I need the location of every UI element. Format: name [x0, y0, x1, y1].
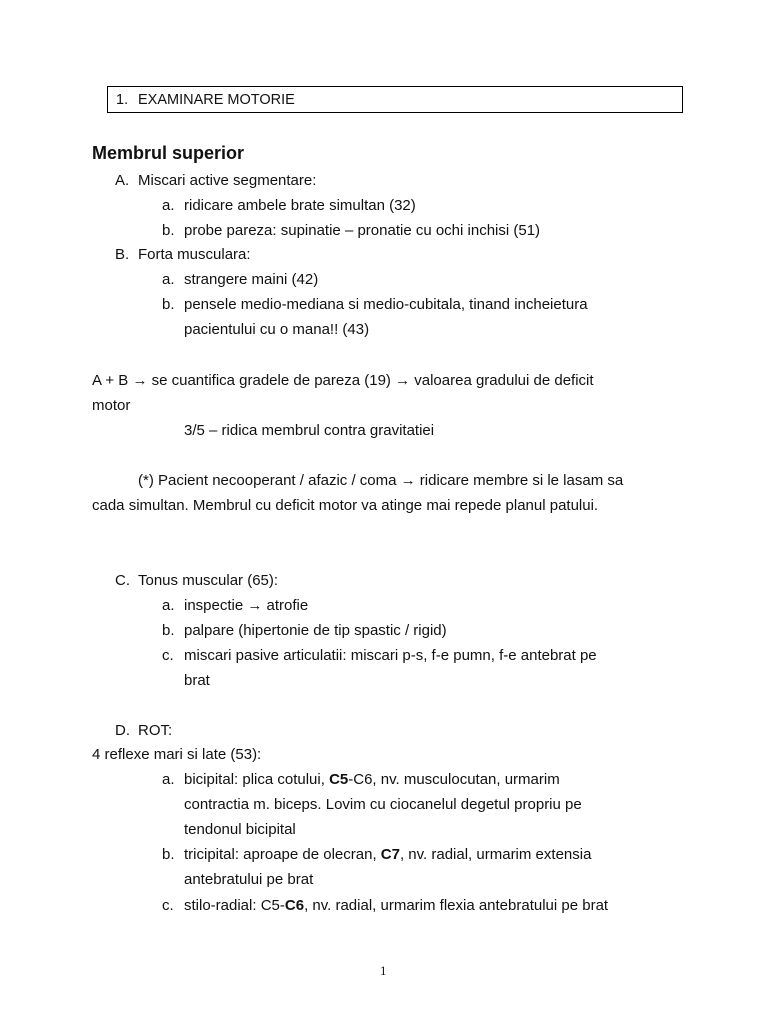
list-text: strangere maini (42) [184, 271, 319, 288]
list-text: , nv. radial, urmarim flexia antebratului pe brat [304, 897, 609, 914]
list-marker: b. [162, 296, 175, 313]
list-text-continuation: brat [184, 672, 210, 689]
list-marker: b. [162, 222, 175, 239]
list-text: miscari pasive articulatii: miscari p-s, f-e pumn, f-e antebrat pe [184, 647, 597, 664]
spinal-level: C6 [284, 897, 305, 914]
heading-number: 1. [116, 92, 129, 108]
list-marker: a. [162, 271, 175, 288]
list-text-continuation: antebratului pe brat [184, 871, 314, 888]
note-paragraph-continuation: cada simultan. Membrul cu deficit motor va atinge mai repede planul patului. [92, 497, 599, 514]
list-marker: a. [162, 197, 175, 214]
list-item-c [115, 572, 278, 589]
list-marker: c. [162, 897, 174, 914]
list-marker: a. [162, 597, 175, 614]
list-label: Tonus muscular (65): [138, 572, 279, 589]
list-marker: c. [162, 647, 174, 664]
heading-title: EXAMINARE MOTORIE [138, 92, 295, 108]
list-text: pensele medio-mediana si medio-cubitala, tinand incheietura [184, 296, 588, 313]
list-item-b [115, 246, 251, 263]
list-text-continuation: pacientului cu o mana!! (43) [184, 321, 370, 338]
list-text: bicipital: plica cotului, [184, 771, 330, 788]
list-subitem [162, 647, 597, 664]
list-text: inspectie → atrofie [184, 597, 309, 614]
section-title: Membrul superior [92, 143, 245, 163]
list-subitem [162, 271, 318, 288]
list-subitem [162, 197, 416, 214]
note-paragraph: (*) Pacient necooperant / afazic / coma → ridicare membre si le lasam sa [138, 472, 624, 489]
section-heading-box [107, 86, 683, 113]
list-marker: b. [162, 622, 175, 639]
list-subitem [162, 771, 560, 788]
list-text-continuation: tendonul bicipital [184, 821, 296, 838]
list-label: Miscari active segmentare: [138, 172, 317, 189]
list-marker: D. [115, 722, 130, 739]
list-subitem [162, 597, 308, 614]
list-marker: b. [162, 846, 175, 863]
reflex-intro: 4 reflexe mari si late (53): [92, 746, 262, 763]
list-subitem [162, 296, 588, 313]
list-subitem [162, 622, 447, 639]
list-text: probe pareza: supinatie – pronatie cu ochi inchisi (51) [184, 222, 541, 239]
list-marker: B. [115, 246, 130, 263]
list-marker: C. [115, 572, 130, 589]
list-label: Forta musculara: [138, 246, 251, 263]
grade-note: 3/5 – ridica membrul contra gravitatiei [184, 422, 435, 439]
summary-line-continuation: motor [92, 397, 131, 414]
list-text: tricipital: aproape de olecran, [184, 846, 381, 863]
page-number: 1 [380, 963, 387, 978]
list-text: stilo-radial: C5- [184, 897, 285, 914]
list-subitem [162, 846, 591, 863]
spinal-level: C7 [380, 846, 400, 863]
list-text: , nv. radial, urmarim extensia [399, 846, 592, 863]
list-label: ROT: [138, 722, 173, 739]
list-text: palpare (hipertonie de tip spastic / rigid) [184, 622, 447, 639]
list-text: -C6, nv. musculocutan, urmarim [348, 771, 560, 788]
list-item-d [115, 722, 172, 739]
list-subitem [162, 222, 540, 239]
spinal-level: C5 [329, 771, 349, 788]
list-text-continuation: contractia m. biceps. Lovim cu ciocanelul degetul propriu pe [184, 796, 582, 813]
list-marker: a. [162, 771, 175, 788]
summary-line: A + B → se cuantifica gradele de pareza (19) → valoarea gradului de deficit [92, 372, 594, 389]
list-subitem [162, 897, 608, 914]
list-item-a [115, 172, 316, 189]
list-marker: A. [115, 172, 130, 189]
list-text: ridicare ambele brate simultan (32) [184, 197, 416, 214]
